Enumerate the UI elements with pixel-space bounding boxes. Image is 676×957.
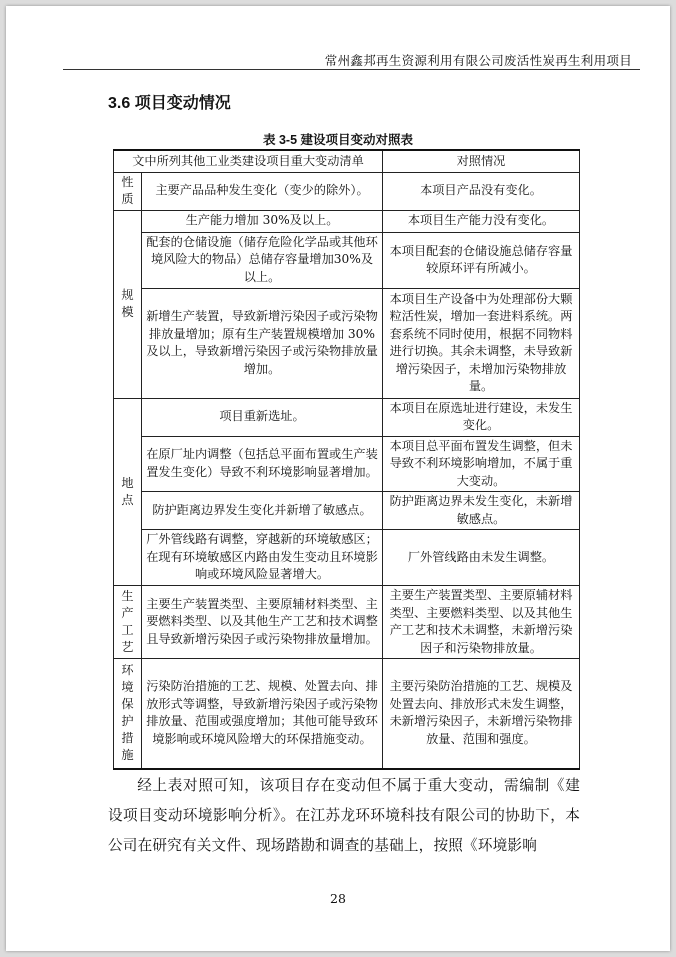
table-caption: 表 3-5 建设项目变动对照表 bbox=[262, 133, 413, 147]
section-title: 3.6 项目变动情况 bbox=[108, 95, 231, 112]
table-row bbox=[114, 492, 580, 530]
category-scale bbox=[114, 210, 142, 398]
comparison-status: 本项目生产能力没有变化。 bbox=[383, 210, 580, 232]
comparison-status: 本项目产品没有变化。 bbox=[383, 172, 580, 210]
change-item: 在原厂址内调整（包括总平面布置或生产装置发生变化）导致不利环境影响显著增加。 bbox=[142, 436, 383, 492]
category-environmental-measures bbox=[114, 659, 142, 769]
category-label: 性 质 bbox=[121, 175, 134, 206]
category-label: 环 境 保 护 措 施 bbox=[121, 663, 134, 763]
change-item: 项目重新选址。 bbox=[142, 398, 383, 436]
table-row bbox=[114, 232, 580, 288]
col-header-status: 对照情况 bbox=[383, 150, 580, 172]
col-header-checklist: 文中所列其他工业类建设项目重大变动清单 bbox=[114, 150, 383, 172]
comparison-status: 本项目在原选址进行建设，未发生变化。 bbox=[383, 398, 580, 436]
table-row bbox=[114, 659, 580, 769]
change-item: 生产能力增加 30%及以上。 bbox=[142, 210, 383, 232]
table-row bbox=[114, 288, 580, 398]
change-comparison-table bbox=[113, 149, 580, 770]
table-row bbox=[114, 530, 580, 586]
change-item: 防护距离边界发生变化并新增了敏感点。 bbox=[142, 492, 383, 530]
change-item: 主要产品品种发生变化（变少的除外）。 bbox=[142, 172, 383, 210]
change-item: 配套的仓储设施（储存危险化学品或其他环境风险大的物品）总储存容量增加30%及以上。 bbox=[142, 232, 383, 288]
table-row bbox=[114, 398, 580, 436]
category-label: 生 产 工 艺 bbox=[121, 589, 134, 654]
comparison-status: 本项目配套的仓储设施总储存容量较原环评有所减小。 bbox=[383, 232, 580, 288]
change-item: 厂外管线路有调整，穿越新的环境敏感区；在现有环境敏感区内路由发生变动且环境影响或环境风险显著增大。 bbox=[142, 530, 383, 586]
change-item: 新增生产装置，导致新增污染因子或污染物排放量增加；原有生产装置规模增加 30%及以上，导致新增污染因子或污染物排放量增加。 bbox=[142, 288, 383, 398]
table-row bbox=[114, 436, 580, 492]
category-location bbox=[114, 398, 142, 586]
comparison-status: 主要生产装置类型、主要原辅材料类型、主要燃料类型、以及其他生产工艺和技术未调整，未新增污染因子和污染物排放量。 bbox=[383, 586, 580, 659]
table-header-row bbox=[114, 150, 580, 172]
table-row bbox=[114, 210, 580, 232]
category-process bbox=[114, 586, 142, 659]
page-number: 28 bbox=[330, 891, 346, 906]
document-page bbox=[6, 6, 670, 951]
comparison-status: 本项目生产设备中为处理部份大颗粒活性炭，增加一套进料系统。两套系统不同时使用，根据不同物料进行切换。其余未调整，未导致新增污染因子，未增加污染物排放量。 bbox=[383, 288, 580, 398]
table-row bbox=[114, 172, 580, 210]
comparison-status: 本项目总平面布置发生调整，但未导致不利环境影响增加，不属于重大变动。 bbox=[383, 436, 580, 492]
change-item: 污染防治措施的工艺、规模、处置去向、排放形式等调整，导致新增污染因子或污染物排放量、范围或强度增加；其他可能导致环境影响或环境风险增大的环保措施变动。 bbox=[142, 659, 383, 769]
body-paragraph: 经上表对照可知，该项目存在变动但不属于重大变动，需编制《建设项目变动环境影响分析》。在江苏龙环环境科技有限公司的协助下，本公司在研究有关文件、现场踏勘和调查的基础上，按照《环境影响 bbox=[108, 777, 580, 854]
header-rule bbox=[63, 69, 640, 70]
change-item: 主要生产装置类型、主要原辅材料类型、主要燃料类型、以及其他生产工艺和技术调整且导致新增污染因子或污染物排放量增加。 bbox=[142, 586, 383, 659]
page-header: 常州鑫邦再生资源利用有限公司废活性炭再生利用项目 bbox=[324, 53, 632, 68]
comparison-status: 主要污染防治措施的工艺、规模及处置去向、排放形式未发生调整，未新增污染因子，未新增污染物排放量、范围和强度。 bbox=[383, 659, 580, 769]
category-label: 地 点 bbox=[121, 475, 134, 507]
table-row bbox=[114, 586, 580, 659]
category-label: 规 模 bbox=[121, 288, 134, 319]
category-nature bbox=[114, 172, 142, 210]
comparison-status: 厂外管线路由未发生调整。 bbox=[383, 530, 580, 586]
comparison-status: 防护距离边界未发生变化，未新增敏感点。 bbox=[383, 492, 580, 530]
